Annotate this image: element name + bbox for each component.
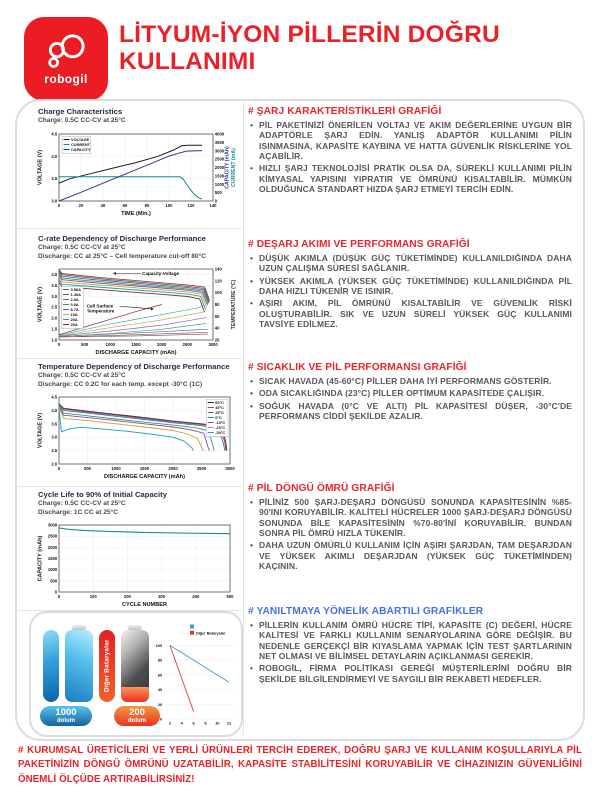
svg-text:0: 0 (57, 342, 61, 348)
svg-text:2000: 2000 (214, 164, 225, 170)
full-battery-illustration (65, 630, 93, 702)
svg-text:1500: 1500 (214, 173, 225, 179)
svg-text:4.0: 4.0 (51, 272, 58, 278)
battery-comparison-chart (151, 623, 239, 729)
svg-text:6: 6 (192, 720, 195, 726)
svg-text:5.8A: 5.8A (70, 302, 79, 308)
svg-text:80: 80 (214, 302, 220, 308)
svg-text:60: 60 (157, 672, 163, 678)
charge-characteristics-chart (36, 129, 238, 217)
svg-text:0: 0 (57, 202, 61, 208)
svg-text:500: 500 (214, 189, 222, 195)
svg-text:1000: 1000 (105, 342, 115, 348)
svg-text:40: 40 (157, 687, 163, 693)
chart-block-temperature-discharge (36, 362, 238, 480)
svg-text:Temperature: Temperature (86, 309, 115, 315)
svg-text:4.0: 4.0 (51, 408, 58, 414)
svg-text:500: 500 (84, 466, 91, 472)
svg-text:3.0: 3.0 (51, 294, 58, 300)
svg-text:0.58A: 0.58A (70, 287, 81, 293)
section-bullets: • PİLİNİZ 500 ŞARJ-DEŞARJ DÖNGÜSÜ SONUNDA KAPASİTESİNİN %85-90'INI KORUYABİLİR. KALİTELİ HÜCRELER 1000 ŞARJ-DEŞARJ DÖNGÜSÜ SONUNDA BİLE KAPASİTESİNİN %70-80'İNİ KORUYABİLİR. BUNDAN SONRA PİL ÖMRÜ HIZLA TÜKENİR. • DAHA UZUN ÖMÜRLÜ KULLANIM İÇİN AŞIRI ŞARJDAN, TAM DEŞARJDAN VE YÜKSEK AKIMLI DEŞARJDAN (YÜKSEK GÜÇ TÜKETİMİNDEN) KAÇININ. (248, 497, 572, 572)
svg-text:2.0: 2.0 (51, 461, 58, 467)
svg-text:40: 40 (100, 202, 106, 208)
svg-text:0: 0 (160, 716, 163, 722)
svg-text:3500: 3500 (214, 139, 225, 145)
svg-text:1000: 1000 (214, 181, 225, 187)
svg-text:2500: 2500 (182, 342, 192, 348)
chart-block-charge-characteristics (36, 107, 238, 217)
svg-text:100: 100 (89, 594, 97, 600)
svg-text:2500: 2500 (196, 466, 207, 472)
chart-subtitle: Charge: 0.5C CC-CV at 25°C (38, 244, 126, 251)
section-bullets: • PİL PAKETİNİZİ ÖNERİLEN VOLTAJ VE AKIM DEĞERLERİNE UYGUN BİR ADAPTÖRLE ŞARJ EDİN. YANLIŞ ADAPTÖR KULLANIMI PİLİN ISINMASINA, KAPASİTE KAYBINA VE HATTA GÜVENLİK RİSKLERİNE YOL AÇABİLİR. • HIZLI ŞARJ TEKNOLOJİSİ PRATİK OLSA DA, SÜREKLİ KULLANIMI PİLİN KİMYASAL YAPISINI YIPRATIR VE ÖMRÜNÜ KISALTABİLİR. MÜMKÜN OLDUĞUNCA STANDART HIZDA ŞARJ ETMEYİ TERCİH EDİN. (248, 120, 572, 195)
section-heading: # ŞARJ KARAKTERİSTİKLERİ GRAFİĞİ (248, 106, 442, 117)
svg-text:3000: 3000 (47, 522, 58, 528)
svg-text:15A: 15A (70, 312, 78, 318)
svg-text:60°C: 60°C (215, 400, 224, 406)
svg-text:80: 80 (144, 202, 150, 208)
svg-text:3000: 3000 (208, 342, 218, 348)
section-bullets: • PİLLERİN KULLANIM ÖMRÜ HÜCRE TİPİ, KAPASİTE (C) DEĞERİ, HÜCRE KALİTESİ VE FARKLI KULLANIM SENARYOLARINA GÖRE DEĞİŞİR. BU NEDENLE GERÇEKÇİ BİR KIYASLAMA YAPMAK İÇİN TEST ŞARTLARININ NET OLMASI VE BİLİMSEL DETAYLARIN AÇIKLANMASI GEREKİR. • ROBOGİL, FİRMA POLİTİKASI GEREĞİ MÜŞTERİLERİNİ DOĞRU BİR ŞEKİLDE BİLGİLENDİRMEYİ VE SAYGILI BİR REKABETİ HEDEFLER. (248, 620, 572, 684)
svg-text:8.7A: 8.7A (70, 307, 79, 313)
svg-text:CURRENT: CURRENT (71, 141, 91, 147)
chart-subtitle: Charge: 0.5C CC-CV at 25°C (38, 372, 126, 379)
section-abartili-grafikler (248, 606, 572, 686)
svg-text:4: 4 (180, 720, 183, 726)
chart-subtitle: Charge: 0.5C CC-CV at 25°C (38, 500, 126, 507)
svg-text:0: 0 (54, 589, 58, 595)
svg-text:500: 500 (81, 342, 89, 348)
svg-text:60: 60 (122, 202, 128, 208)
svg-text:500: 500 (226, 594, 234, 600)
divider (18, 228, 242, 229)
robogil-logo (24, 17, 108, 101)
svg-text:2500: 2500 (214, 156, 225, 162)
svg-text:CURRENT (mA): CURRENT (mA) (231, 147, 237, 187)
chart-title: Temperature Dependency of Discharge Performance (38, 362, 230, 371)
section-heading: # DEŞARJ AKIMI VE PERFORMANS GRAFİĞİ (248, 239, 470, 250)
svg-text:Capacity-Voltage: Capacity-Voltage (142, 271, 180, 277)
svg-text:2.0: 2.0 (51, 316, 58, 322)
svg-text:CAPACITY (mAh): CAPACITY (mAh) (224, 145, 231, 189)
battery-comparison-panel (29, 611, 243, 737)
svg-text:2500: 2500 (47, 534, 58, 540)
svg-text:1.45A: 1.45A (70, 292, 81, 298)
svg-text:300: 300 (158, 594, 166, 600)
svg-text:4.5: 4.5 (51, 394, 58, 400)
svg-text:TEMPERATURE (°C): TEMPERATURE (°C) (231, 279, 237, 330)
svg-text:DISCHARGE CAPACITY (mAh): DISCHARGE CAPACITY (mAh) (95, 350, 177, 357)
svg-text:VOLTAGE: VOLTAGE (71, 136, 90, 142)
svg-text:1500: 1500 (131, 342, 141, 348)
cycle-life-chart (36, 520, 238, 608)
svg-text:3.5: 3.5 (51, 283, 58, 289)
svg-text:2.9A: 2.9A (70, 297, 79, 303)
chart-block-c-rate-discharge (36, 234, 238, 356)
svg-text:VOLTAGE (V): VOLTAGE (V) (37, 149, 44, 185)
svg-text:2.5: 2.5 (51, 305, 58, 311)
section-sarj-karakteristikleri (248, 106, 572, 197)
svg-text:20: 20 (214, 337, 220, 343)
svg-text:120: 120 (214, 278, 222, 284)
svg-text:3000: 3000 (214, 147, 225, 153)
svg-text:0: 0 (57, 594, 61, 600)
svg-text:4000: 4000 (214, 131, 225, 137)
other-batteries-ribbon: Diğer Bataryalar (99, 630, 115, 702)
chart-title: Cycle Life to 90% of Initial Capacity (38, 490, 168, 499)
svg-text:80: 80 (157, 657, 163, 663)
svg-text:-30°C: -30°C (215, 430, 226, 436)
svg-text:2: 2 (168, 720, 172, 726)
svg-text:4.5: 4.5 (51, 131, 58, 137)
svg-text:40: 40 (214, 326, 220, 332)
svg-text:0: 0 (214, 198, 218, 204)
svg-text:1500: 1500 (139, 466, 150, 472)
section-heading: # SICAKLIK VE PİL PERFORMANSI GRAFİĞİ (248, 362, 467, 373)
logo-text: robogil (44, 71, 88, 86)
chart-title: Charge Characteristics (38, 107, 123, 116)
svg-text:3.5: 3.5 (51, 175, 58, 181)
section-dongu-omru (248, 483, 572, 574)
temperature-discharge-chart (36, 392, 238, 480)
svg-text:20A: 20A (70, 317, 78, 323)
svg-text:0°C: 0°C (215, 415, 222, 421)
svg-text:VOLTAGE (V): VOLTAGE (V) (37, 413, 44, 449)
svg-text:100: 100 (155, 642, 163, 648)
divider (18, 358, 242, 359)
svg-text:20: 20 (157, 701, 163, 707)
svg-text:DISCHARGE CAPACITY (mAh): DISCHARGE CAPACITY (mAh) (104, 474, 185, 481)
svg-text:CAPACITY: CAPACITY (71, 146, 91, 152)
chart-title: C-rate Dependency of Discharge Performance (38, 234, 206, 243)
svg-text:1000: 1000 (111, 466, 121, 472)
depleted-battery-illustration (121, 630, 149, 702)
svg-text:60: 60 (214, 314, 220, 320)
cycle-unit: dolum (128, 718, 146, 725)
svg-text:1.5: 1.5 (51, 326, 58, 332)
chart-block-cycle-life (36, 490, 238, 608)
svg-text:120: 120 (187, 202, 195, 208)
svg-text:140: 140 (209, 202, 217, 208)
svg-text:10: 10 (215, 720, 220, 726)
svg-text:25°C: 25°C (215, 410, 224, 416)
svg-text:-20°C: -20°C (215, 425, 226, 431)
svg-text:2.5: 2.5 (51, 448, 58, 454)
section-desarj-akimi (248, 239, 572, 332)
cycle-count: 200 (129, 706, 145, 718)
svg-text:2000: 2000 (168, 466, 178, 472)
chart-subtitle: Discharge: 1C CC at 25°C (38, 508, 118, 516)
svg-text:3000: 3000 (225, 466, 235, 472)
svg-text:CYCLE NUMBER: CYCLE NUMBER (121, 602, 168, 609)
chart-subtitle: Discharge: CC 0.2C for each temp. except -30°C (1C) (38, 380, 203, 388)
robogil-mascot-icon (43, 33, 89, 71)
svg-text:3.5: 3.5 (51, 421, 58, 427)
svg-text:-10°C: -10°C (215, 420, 226, 426)
svg-text:100: 100 (165, 202, 173, 208)
good-battery-cycles-badge (40, 706, 92, 726)
blue-capsule-graphic (43, 630, 59, 702)
chart-subtitle: Charge: 0.5C CC-CV at 25°C (38, 117, 126, 124)
svg-text:500: 500 (50, 578, 58, 584)
svg-text:4.0: 4.0 (51, 153, 58, 159)
svg-text:CAPACITY (mAh): CAPACITY (mAh) (37, 536, 44, 582)
cycle-count: 1000 (55, 706, 77, 718)
svg-text:25A: 25A (70, 322, 78, 328)
page-title: LİTYUM-İYON PİLLERİN DOĞRU KULLANIMI (119, 21, 500, 75)
svg-text:TIME (Min.): TIME (Min.) (121, 210, 151, 217)
svg-text:2000: 2000 (47, 545, 58, 551)
svg-text:1.0: 1.0 (51, 337, 58, 343)
section-sicaklik-performans (248, 362, 572, 423)
section-heading: # YANILTMAYA YÖNELİK ABARTILI GRAFİKLER (248, 606, 484, 617)
svg-text:Cell Surface: Cell Surface (86, 304, 114, 310)
chart-subtitle: Discharge: CC at 25°C – Cell temperature cut-off 80°C (38, 252, 206, 260)
svg-text:200: 200 (123, 594, 131, 600)
column-divider (243, 102, 244, 735)
footer-note: # KURUMSAL ÜRETİCİLERİ VE YERLİ ÜRÜNLERİ TERCİH EDEREK, DOĞRU ŞARJ VE KULLANIM KOŞULLARIYLA PİL PAKETİNİZİN DÖNGÜ ÖMRÜNÜ UZATABİLİR, KAPASİTE STABİLİTESİNİ KORUYABİLİR VE CİHAZINIZIN GÜVENLİĞİNİ ÖNEMLİ ÖLÇÜDE ARTIRABİLİRSİNİZ! (18, 745, 582, 785)
svg-text:VOLTAGE (V): VOLTAGE (V) (37, 287, 44, 323)
divider (18, 486, 242, 487)
svg-text:3.0: 3.0 (51, 198, 58, 204)
cycle-unit: dolum (57, 718, 75, 725)
svg-text:100: 100 (214, 290, 222, 296)
svg-text:2000: 2000 (157, 342, 167, 348)
svg-text:12: 12 (226, 720, 232, 726)
svg-text:45°C: 45°C (215, 405, 224, 411)
svg-text:1000: 1000 (47, 567, 58, 573)
section-bullets: • SICAK HAVADA (45-60°C) PİLLER DAHA İYİ PERFORMANS GÖSTERİR. • ODA SICAKLIĞINDA (23°C) PİLLER OPTİMUM KAPASİTEDE ÇALIŞIR. • SOĞUK HAVADA (0°C VE ALTI) PİL KAPASİTESİ DÜŞER, -30°C'DE PERFORMANS CİDDİ ŞEKİLDE AZALIR. (248, 376, 572, 421)
svg-text:400: 400 (192, 594, 200, 600)
section-bullets: • DÜŞÜK AKIMLA (DÜŞÜK GÜÇ TÜKETİMİNDE) KULLANILDIĞINDA DAHA UZUN ÇALIŞMA SÜRESİ SAĞLANIR. • YÜKSEK AKIMLA (YÜKSEK GÜÇ TÜKETİMİNDE) KULLANILDIĞINDA PİL DAHA HIZLI TÜKENİR VE ISINIR. • AŞIRI AKIM, PİL ÖMRÜNÜ KISALTABİLİR VE GÜVENLİK RİSKİ OLUŞTURABİLİR. SIK VE UZUN SÜRELİ YÜKSEK GÜÇ KULLANIMI TAVSİYE EDİLMEZ. (248, 253, 572, 330)
section-heading: # PİL DÖNGÜ ÖMRÜ GRAFİĞİ (248, 483, 395, 494)
svg-text:Diğer Bataryalar: Diğer Bataryalar (196, 631, 226, 636)
svg-text:20: 20 (78, 202, 84, 208)
svg-text:0: 0 (57, 466, 61, 472)
svg-text:3.0: 3.0 (51, 435, 58, 441)
c-rate-discharge-chart (36, 264, 238, 356)
svg-text:140: 140 (214, 266, 222, 272)
svg-text:1500: 1500 (47, 556, 58, 562)
svg-text:8: 8 (204, 720, 207, 726)
